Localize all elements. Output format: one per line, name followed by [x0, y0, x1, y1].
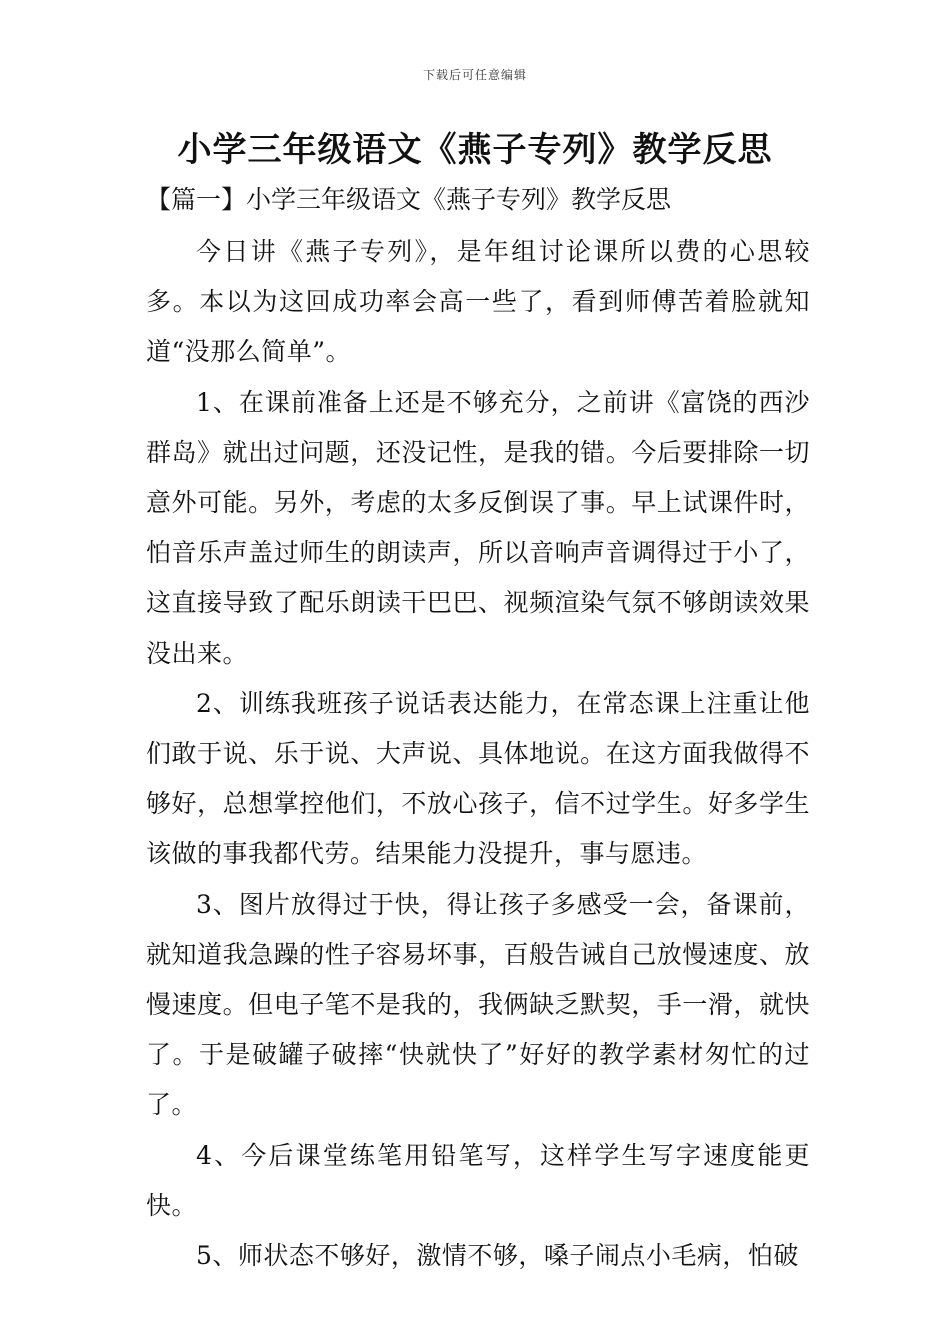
- section-subtitle: 【篇一】小学三年级语文《燕子专列》教学反思: [146, 185, 672, 214]
- paragraph: 3、图片放得过于快，得让孩子多感受一会，备课前，就知道我急躁的性子容易坏事，百般告诫自己放慢速度、放慢速度。但电子笔不是我的，我俩缺乏默契，手一滑，就快了。于是破罐子破摔“快就快了”好好的教学素材匆忙的过了。: [146, 889, 810, 1120]
- paragraph: 5、师状态不够好，激情不够，嗓子闹点小毛病，怕破: [196, 1241, 799, 1271]
- paragraph: 4、今后课堂练笔用铅笔写，这样学生写字速度能更快。: [146, 1140, 810, 1220]
- document-title: 小学三年级语文《燕子专列》教学反思: [177, 130, 773, 170]
- document-body: [146, 227, 810, 1281]
- header-note: 下载后可任意编辑: [422, 68, 527, 82]
- paragraph: 2、训练我班孩子说话表达能力，在常态课上注重让他们敢于说、乐于说、大声说、具体地说。在这方面我做得不够好，总想掌控他们，不放心孩子，信不过学生。好多学生该做的事我都代劳。结果能力没提升，事与愿违。: [146, 688, 810, 869]
- paragraph: 今日讲《燕子专列》，是年组讨论课所以费的心思较多。本以为这回成功率会高一些了，看到师傅苦着脸就知道“没那么简单”。: [146, 237, 810, 367]
- paragraph: 1、在课前准备上还是不够充分，之前讲《富饶的西沙群岛》就出过问题，还没记性，是我的错。今后要排除一切意外可能。另外，考虑的太多反倒误了事。早上试课件时，怕音乐声盖过师生的朗读声，所以音响声音调得过于小了，这直接导致了配乐朗读干巴巴、视频渲染气氛不够朗读效果没出来。: [146, 387, 810, 668]
